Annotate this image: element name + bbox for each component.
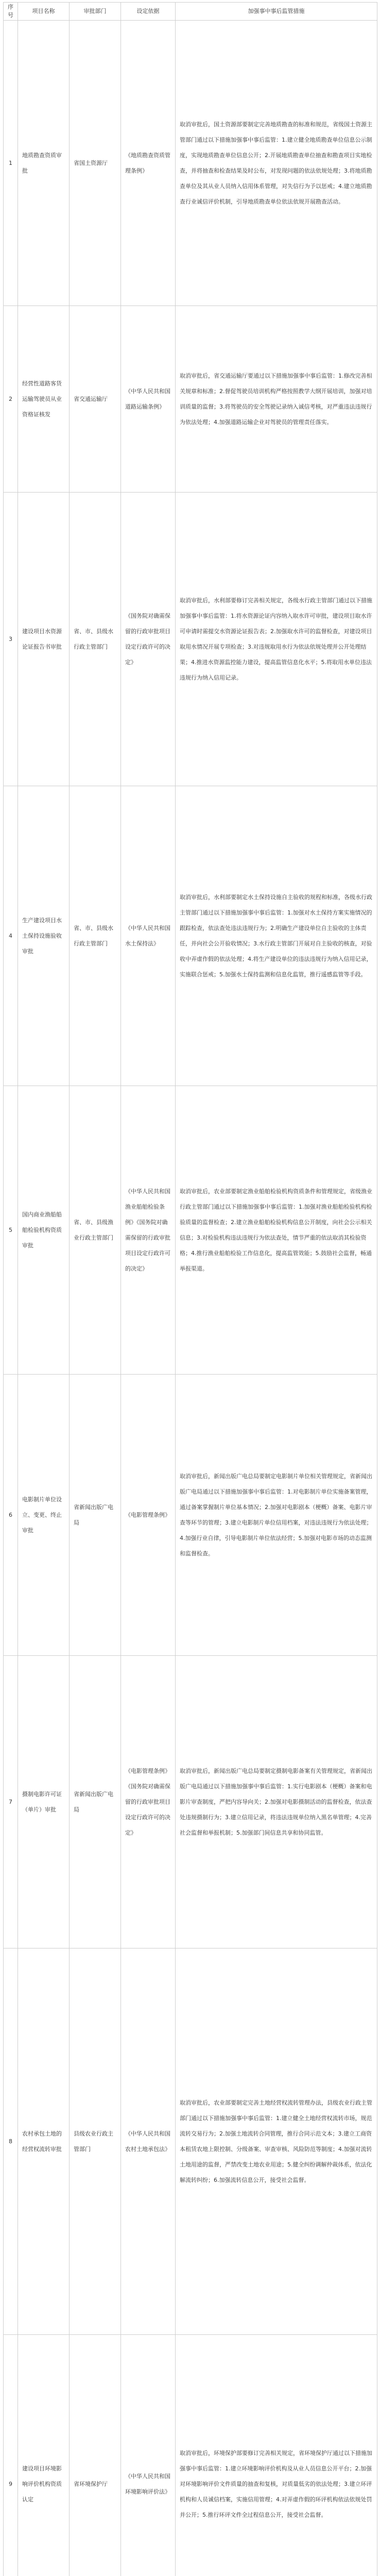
row-basis: 《中华人民共和国水土保持法》: [121, 786, 176, 1086]
table-row: [4, 21, 377, 306]
header-dept: 审批部门: [70, 3, 121, 21]
row-measure: 取消审批后，环境保护部要修订完善相关规定，省环境保护厅通过以下措施加强事中事后监管：1.建立环境影响评价机构及从业人员信息公开平台；2.加强对环境影响评价文件质量的抽查和复核，对质量低劣的依法处理；3.建立环评机构和人员诚信档案，实施信用管理；4.对弄虚作假的环评机构依法依规处罚并公开；5.推行环评文件全过程信息公开，接受社会监督。: [176, 2335, 377, 2576]
row-basis: 《中华人民共和国农村土地承包法》: [121, 1948, 176, 2335]
row-no: 3: [4, 493, 18, 786]
row-no: 9: [4, 2335, 18, 2576]
row-measure: 取消审批后，农业部要制定完善土地经营权流转管理办法，县级农业行政主管部门通过以下措施加强事中事后监管：1.建立健全土地经营权流转市场，规范流转交易行为；2.加强土地流转合同管理，推行合同示范文本；3.建立工商资本租赁农地上限控制、分级备案、审查审核、风险防范等制度；4.加强对流转土地用途的监督，严禁改变土地农业用途；5.健全纠纷调解仲裁体系，依法化解流转纠纷；6.加强流转信息公开，接受社会监督。: [176, 1948, 377, 2335]
row-measure: 取消审批后，水利部要制定水土保持设施自主验收的规程和标准，各级水行政主管部门通过以下措施加强事中事后监管：1.加强对水土保持方案实施情况的跟踪检查，依法查处违法违规行为；2.明确生产建设单位自主验收的主体责任，并向社会公开验收情况；3.水行政主管部门开展对自主验收的核查，对验收中弄虚作假的依法处理；4.将生产建设单位的违法违规行为纳入信用记录，实施联合惩戒；5.加强水土保持监测和信息化监管，推行遥感监管等手段。: [176, 786, 377, 1086]
row-name: 国内商业渔船船舶检验机构资质审批: [18, 1086, 70, 1375]
row-name: 建设项目环境影响评价机构资质认定: [18, 2335, 70, 2576]
header-basis: 设定依据: [121, 3, 176, 21]
row-measure: 取消审批后，农业部要制定渔业船舶检验机构资质条件和管理规定，省级渔业行政主管部门通过以下措施加强事中事后监管：1.加强对渔业船舶检验机构检验质量的监督检查；2.建立渔业船舶检验机构信息公开制度，向社会公示相关信息；3.对检验机构违法违规行为依法查处，情节严重的依法取消其检验资格；4.推行渔业船舶检验工作信息化，提高监管效能；5.鼓励社会监督，畅通举报渠道。: [176, 1086, 377, 1375]
row-no: 5: [4, 1086, 18, 1375]
row-name: 建设项目水资源论证报告书审批: [18, 493, 70, 786]
row-basis: 《电影管理条例》: [121, 1375, 176, 1656]
table-row: [4, 1375, 377, 1656]
row-measure: 取消审批后，新闻出版广电总局要制定电影制片单位相关管理规定，省新闻出版广电局通过以下措施加强事中事后监管：1.对电影制片单位实施备案管理，通过备案掌握制片单位基本情况；2.加强对电影剧本（梗概）备案、电影片审查等环节的管理；3.建立电影制片单位信用档案，对违法违规行为依法处理；4.加强行业自律，引导电影制片单位依法经营；5.加强对电影市场的动态监测和监督检查。: [176, 1375, 377, 1656]
row-dept: 省、市、县级水行政主管部门: [70, 786, 121, 1086]
row-dept: 省环境保护厅: [70, 2335, 121, 2576]
row-no: 8: [4, 1948, 18, 2335]
row-dept: 省、市、县级渔业行政主管部门: [70, 1086, 121, 1375]
table-row: [4, 1656, 377, 1948]
row-no: 4: [4, 786, 18, 1086]
row-name: 农村承包土地的经营权流转审批: [18, 1948, 70, 2335]
table-row: [4, 493, 377, 786]
row-no: 7: [4, 1656, 18, 1948]
row-no: 6: [4, 1375, 18, 1656]
row-basis: 《中华人民共和国渔业船舶检验条例》《国务院对确需保留的行政审批项目设定行政许可的决定》: [121, 1086, 176, 1375]
measures-table: [3, 2, 377, 2576]
row-dept: 省国土资源厅: [70, 21, 121, 306]
header-measure: 加强事中事后监管措施: [176, 3, 377, 21]
row-dept: 省、市、县级水行政主管部门: [70, 493, 121, 786]
table-header-row: [4, 3, 377, 21]
row-basis: 《电影管理条例》《国务院对确需保留的行政审批项目设定行政许可的决定》: [121, 1656, 176, 1948]
row-measure: 取消审批后，国土资源部要制定完善地质勘查的标准和规范，省级国土资源主管部门通过以下措施加强事中事后监管：1.建立健全地质勘查单位信息公示制度，实现地质勘查单位信息公开；2.开展地质勘查单位抽查和勘查项目实地检查，并将抽查和检查结果及时公布，对发现问题的依法依规处理；3.将地质勘查单位及其从业人员纳入信用体系管理，对失信行为予以惩戒；4.建立地质勘查行业诚信评价机制，引导地质勘查单位依法依规开展勘查活动。: [176, 21, 377, 306]
row-basis: 《地质勘查资质管理条例》: [121, 21, 176, 306]
row-dept: 省新闻出版广电局: [70, 1375, 121, 1656]
row-measure: 取消审批后，新闻出版广电总局要制定摄制电影备案有关管理规定，省新闻出版广电局通过以下措施加强事中事后监管：1.实行电影剧本（梗概）备案和电影片审查制度，严把内容导向关；2.加强对电影摄制活动的监督检查，依法查处违规摄制行为；3.建立信用记录，将违法违规单位纳入黑名单管理；4.完善社会监督和举报机制；5.加强部门间信息共享和协同监管。: [176, 1656, 377, 1948]
row-basis: 《国务院对确需保留的行政审批项目设定行政许可的决定》: [121, 493, 176, 786]
row-name: 地质勘查资质审批: [18, 21, 70, 306]
table-row: [4, 786, 377, 1086]
row-basis: 《中华人民共和国道路运输条例》: [121, 306, 176, 493]
row-dept: 县级农业行政主管部门: [70, 1948, 121, 2335]
row-name: 电影制片单位设立、变更、终止审批: [18, 1375, 70, 1656]
table-row: [4, 2335, 377, 2576]
row-no: 1: [4, 21, 18, 306]
header-name: 项目名称: [18, 3, 70, 21]
row-name: 生产建设项目水土保持设施验收审批: [18, 786, 70, 1086]
row-name: 摄制电影许可证（单片）审批: [18, 1656, 70, 1948]
table-row: [4, 306, 377, 493]
row-measure: 取消审批后，省交通运输厅要通过以下措施加强事中事后监管：1.修改完善相关规章和标准；2.督促驾驶员培训机构严格按照教学大纲开展培训，加强对培训质量的监督；3.将驾驶员的安全驾驶记录纳入诚信考核，对严重违法违规行为依法处理；4.加强道路运输企业对驾驶员的管理责任落实。: [176, 306, 377, 493]
row-name: 经营性道路客货运输驾驶员从业资格证核发: [18, 306, 70, 493]
row-basis: 《中华人民共和国环境影响评价法》: [121, 2335, 176, 2576]
row-dept: 省交通运输厅: [70, 306, 121, 493]
header-no: 序号: [4, 3, 18, 21]
row-measure: 取消审批后，水利部要修订完善相关规定，各级水行政主管部门通过以下措施加强事中事后监管：1.将水资源论证内容纳入取水许可审批，建设项目取水许可申请时需提交水资源论证报告表；2.加强取水许可的监督检查，对建设项目取用水情况开展专项检查；3.对违规取用水行为依法依规处理并公开处理结果；4.推进水资源监控能力建设，提高监管信息化水平；5.将取用水单位违法违规行为纳入信用记录。: [176, 493, 377, 786]
table-row: [4, 1948, 377, 2335]
row-dept: 省新闻出版广电局: [70, 1656, 121, 1948]
row-no: 2: [4, 306, 18, 493]
table-row: [4, 1086, 377, 1375]
